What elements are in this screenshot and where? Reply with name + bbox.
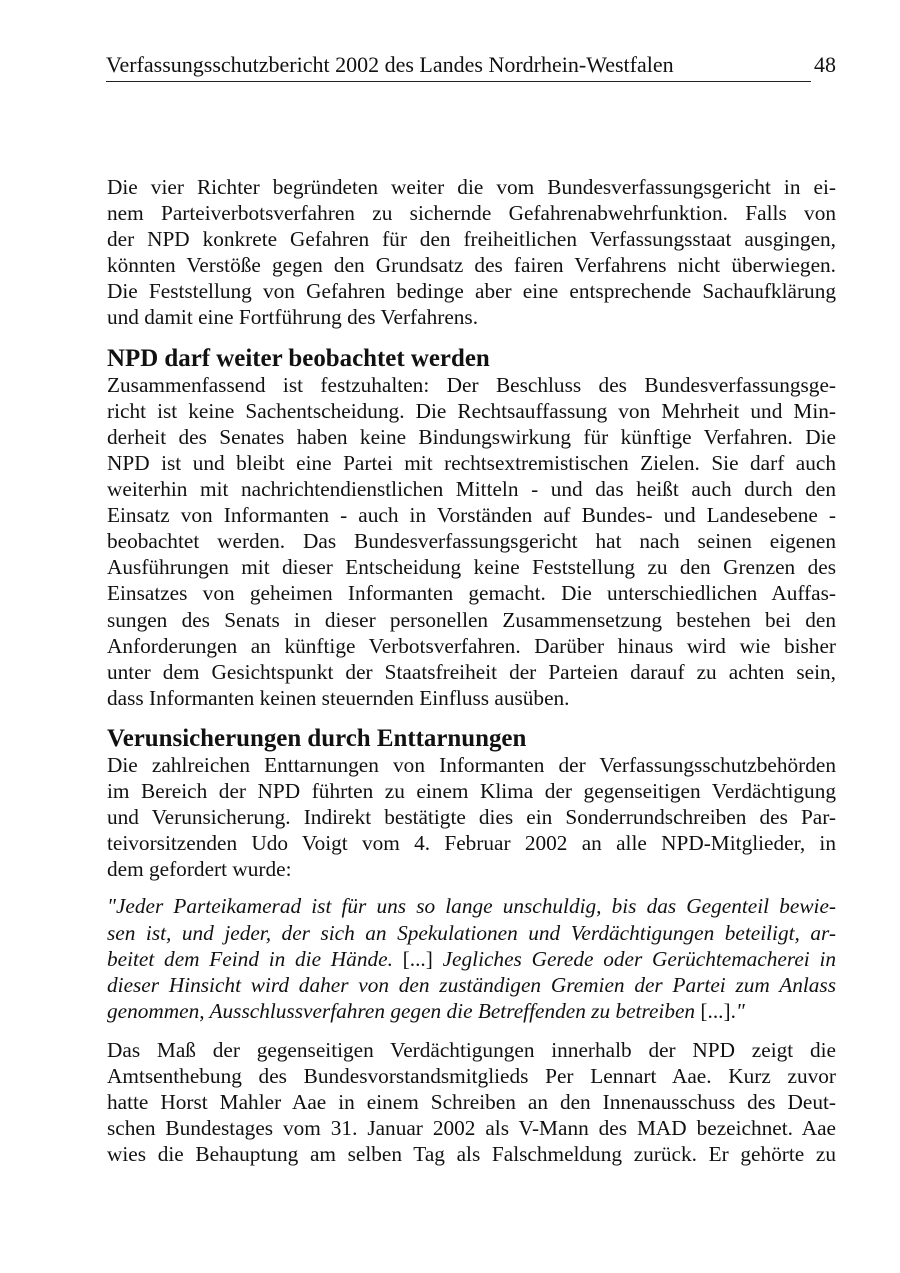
section-heading-beobachtung: NPD darf weiter beobachtet werden xyxy=(107,344,490,372)
text-line: wies die Behauptung am selben Tag als Falschmeldung zurück. Er gehörte zu xyxy=(107,1142,836,1167)
text-line: teivorsitzenden Udo Voigt vom 4. Februar 2002 an alle NPD-Mitglieder, in xyxy=(107,831,836,856)
text-line: nem Parteiverbotsverfahren zu sichernde Gefahrenabwehrfunktion. Falls von xyxy=(107,201,836,226)
text-line: Amtsenthebung des Bundesvorstandsmitglieds Per Lennart Aae. Kurz zuvor xyxy=(107,1064,836,1088)
text-line: weiterhin mit nachrichtendienstlichen Mitteln - und das heißt auch durch den xyxy=(107,477,836,502)
text-line: beobachtet werden. Das Bundesverfassungsgericht hat nach seinen eigenen xyxy=(107,529,836,554)
text-line: und damit eine Fortführung des Verfahrens. xyxy=(107,305,479,330)
text-line: derheit des Senates haben keine Bindungswirkung für künftige Verfahren. Die xyxy=(107,424,836,449)
text-line: NPD ist und bleibt eine Partei mit rechtsextremistischen Zielen. Sie darf auch xyxy=(107,450,836,475)
header-title: Verfassungsschutzbericht 2002 des Landes Nordrhein-Westfalen xyxy=(106,52,674,77)
text-line: Anforderungen an künftige Verbotsverfahren. Darüber hinaus wird wie bisher xyxy=(107,633,836,658)
text-line: Das Maß der gegenseitigen Verdächtigungen innerhalb der NPD zeigt die xyxy=(107,1037,836,1062)
text-line: richt ist keine Sachentscheidung. Die Rechtsauffassung von Mehrheit und Min- xyxy=(107,398,836,423)
text-line: Einsatzes von geheimen Informanten gemacht. Die unterschiedlichen Auffas- xyxy=(107,581,836,606)
quote-text: Jegliches Gerede oder Gerüchtemacherei in xyxy=(432,946,837,971)
paragraph-verdaechtigungen xyxy=(107,1037,836,1167)
block-quote xyxy=(107,893,836,1023)
quote-text: genommen, Ausschlussverfahren gegen die Betreffenden zu betreiben xyxy=(107,998,701,1023)
page-number: 48 xyxy=(814,52,836,77)
paragraph-enttarnungen xyxy=(107,752,836,882)
quote-text: beitet dem Feind in die Hände. xyxy=(107,946,403,971)
section-heading-enttarnungen: Verunsicherungen durch Enttarnungen xyxy=(107,724,527,752)
text-line: Die Feststellung von Gefahren bedinge aber eine entsprechende Sachaufklärung xyxy=(107,279,836,304)
text-line: könnten Verstöße gegen den Grundsatz des fairen Verfahrens nicht überwiegen. xyxy=(107,253,836,278)
text-line: im Bereich der NPD führten zu einem Klima der gegenseitigen Verdächtigung xyxy=(107,779,836,804)
text-line: sungen des Senats in dieser personellen Zusammensetzung bestehen bei den xyxy=(107,607,836,632)
text-line: hatte Horst Mahler Aae in einem Schreiben an den Innenausschuss des Deut- xyxy=(107,1090,836,1115)
quote-line: sen ist, und jeder, der sich an Spekulationen und Verdächtigungen beteiligt, ar- xyxy=(107,920,836,945)
text-line: dass Informanten keinen steuernden Einfluss ausüben. xyxy=(107,685,570,710)
paragraph-richter xyxy=(107,174,836,331)
text-line: Die zahlreichen Enttarnungen von Informanten der Verfassungsschutzbehörden xyxy=(107,752,836,777)
text-line: Ausführungen mit dieser Entscheidung keine Feststellung zu den Grenzen des xyxy=(107,555,836,580)
document-body xyxy=(107,174,836,1167)
text-line: Einsatz von Informanten - auch in Vorständen auf Bundes- und Landesebene - xyxy=(107,503,836,528)
text-line: der NPD konkrete Gefahren für den freiheitlichen Verfassungsstaat ausgingen, xyxy=(107,227,836,252)
quote-line: "Jeder Parteikamerad ist für uns so lange unschuldig, bis das Gegenteil bewie- xyxy=(107,894,836,919)
omission-marker: [...] xyxy=(402,946,433,971)
text-line: Die vier Richter begründeten weiter die vom Bundesverfassungsgericht in ei- xyxy=(107,175,836,199)
quote-line xyxy=(107,946,836,972)
quote-text: " xyxy=(735,998,745,1023)
paragraph-zusammenfassung xyxy=(107,372,836,711)
text-line: unter dem Gesichtspunkt der Staatsfreiheit der Parteien darauf zu achten sein, xyxy=(107,659,836,684)
header-rule xyxy=(106,81,811,82)
omission-marker: [...]. xyxy=(700,998,736,1023)
text-line: schen Bundestages vom 31. Januar 2002 als V-Mann des MAD bezeichnet. Aae xyxy=(107,1116,836,1141)
quote-line xyxy=(107,998,836,1024)
text-line: dem gefordert wurde: xyxy=(107,857,292,882)
text-line: Zusammenfassend ist festzuhalten: Der Beschluss des Bundesverfassungsge- xyxy=(107,372,836,397)
quote-line: dieser Hinsicht wird daher von den zuständigen Gremien der Partei zum Anlass xyxy=(107,972,836,997)
text-line: und Verunsicherung. Indirekt bestätigte dies ein Sonderrundschreiben des Par- xyxy=(107,805,836,830)
